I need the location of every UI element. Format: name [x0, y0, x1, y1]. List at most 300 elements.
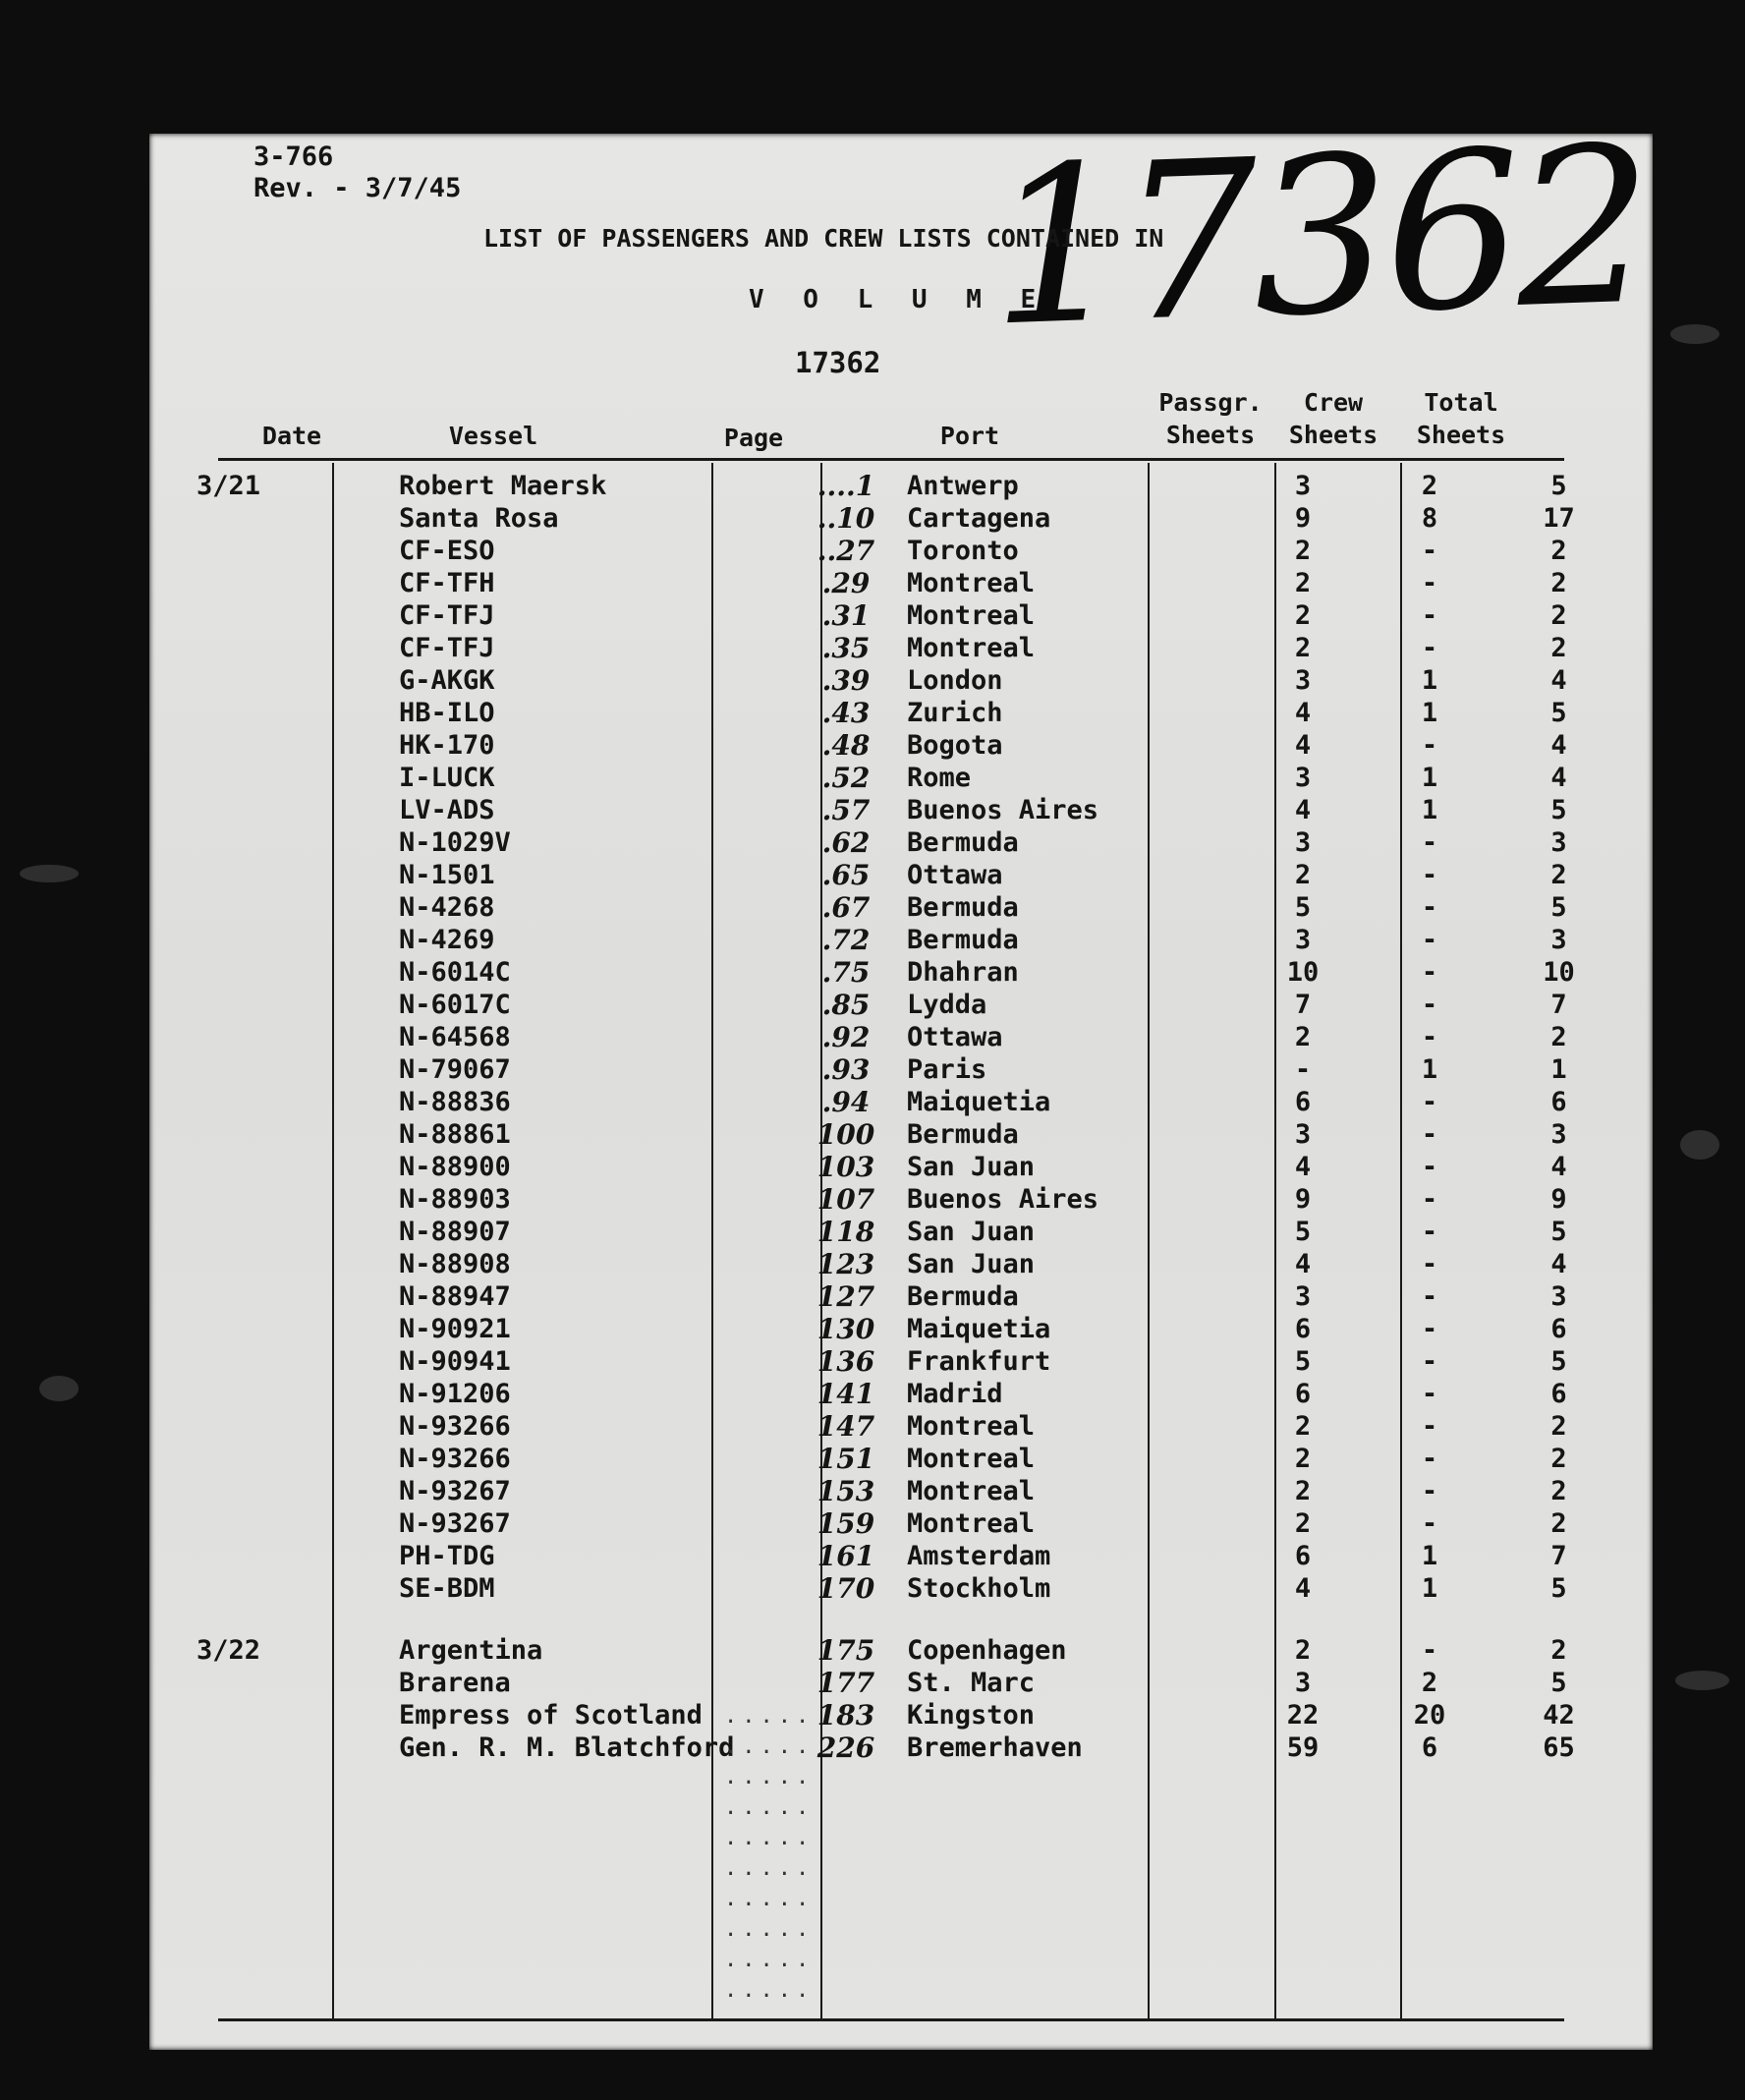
cell-page: ..27 [816, 535, 875, 567]
cell-passenger-sheets: 4 [1294, 698, 1312, 728]
cell-page: .72 [821, 924, 871, 956]
cell-page: 107 [816, 1183, 875, 1216]
header-passgr-line1: Passgr. [1158, 388, 1263, 417]
cell-date [149, 1443, 395, 1475]
table-row [149, 1378, 1625, 1410]
cell-port: Antwerp [907, 471, 1019, 501]
cell-vessel: CF-ESO [399, 536, 495, 566]
table-row [149, 891, 1625, 924]
cell-total-sheets: 3 [1550, 925, 1567, 955]
cell-port: Montreal [907, 1411, 1036, 1442]
cell-date [149, 1118, 395, 1151]
table-row [149, 1443, 1625, 1475]
cell-total-sheets: 2 [1550, 536, 1567, 566]
header-crew-line1: Crew [1303, 388, 1364, 417]
cell-crew-sheets: - [1421, 860, 1438, 890]
cell-vessel: LV-ADS [399, 795, 495, 825]
cell-page: .75 [821, 956, 871, 989]
table-row [149, 729, 1625, 762]
cell-port: Montreal [907, 1476, 1036, 1506]
form-revision: Rev. - 3/7/45 [253, 173, 462, 203]
cell-page: .43 [821, 697, 871, 729]
cell-vessel: N-90941 [399, 1346, 511, 1377]
cell-vessel: N-88908 [399, 1249, 511, 1279]
cell-total-sheets: 4 [1550, 763, 1567, 793]
cell-vessel: G-AKGK [399, 665, 495, 696]
cell-port: Kingston [907, 1700, 1036, 1731]
cell-crew-sheets: - [1421, 1022, 1438, 1052]
header-passgr-line2: Sheets [1165, 421, 1256, 449]
cell-date [149, 1507, 395, 1540]
table-row [149, 1540, 1625, 1572]
cell-crew-sheets: - [1421, 536, 1438, 566]
footer-rule [218, 2018, 1564, 2021]
cell-port: Maiquetia [907, 1314, 1051, 1344]
cell-date [149, 1248, 395, 1280]
cell-date [149, 697, 395, 729]
cell-passenger-sheets: 2 [1294, 568, 1312, 598]
cell-port: Bermuda [907, 1119, 1019, 1150]
cell-passenger-sheets: 3 [1294, 1668, 1312, 1698]
row-gap [149, 1605, 1625, 1634]
cell-crew-sheets: - [1421, 1379, 1438, 1409]
cell-total-sheets: 4 [1550, 730, 1567, 761]
cell-port: St. Marc [907, 1668, 1036, 1698]
table-row [149, 1183, 1625, 1216]
cell-passenger-sheets: 7 [1294, 990, 1312, 1020]
cell-vessel: N-88900 [399, 1152, 511, 1182]
cell-crew-sheets: 1 [1421, 1573, 1438, 1604]
cell-crew-sheets: - [1421, 1152, 1438, 1182]
cell-vessel: Argentina [399, 1635, 543, 1666]
cell-total-sheets: 5 [1550, 1217, 1567, 1247]
cell-page: 123 [816, 1248, 875, 1280]
cell-vessel: N-88947 [399, 1281, 511, 1312]
volume-label: V O L U M E [749, 285, 1048, 314]
cell-page: .92 [821, 1021, 871, 1053]
cell-port: San Juan [907, 1152, 1036, 1182]
film-speck [1675, 1671, 1729, 1690]
cell-date [149, 1151, 395, 1183]
cell-passenger-sheets: 4 [1294, 795, 1312, 825]
handwritten-volume-number: 17362 [985, 99, 1653, 374]
cell-vessel: N-88903 [399, 1184, 511, 1215]
cell-port: Montreal [907, 1508, 1036, 1539]
manifest-table [149, 470, 1625, 1764]
cell-passenger-sheets: 2 [1294, 1411, 1312, 1442]
cell-vessel: N-6014C [399, 957, 511, 988]
cell-total-sheets: 5 [1550, 471, 1567, 501]
cell-passenger-sheets: 10 [1286, 957, 1320, 988]
table-row [149, 1731, 1625, 1764]
cell-crew-sheets: - [1421, 1508, 1438, 1539]
cell-passenger-sheets: 2 [1294, 1476, 1312, 1506]
cell-page: 118 [816, 1216, 875, 1248]
cell-page: .48 [821, 729, 871, 762]
cell-page: 141 [816, 1378, 875, 1410]
cell-port: Bermuda [907, 1281, 1019, 1312]
cell-page: 136 [816, 1345, 875, 1378]
cell-port: Bermuda [907, 892, 1019, 923]
table-row [149, 924, 1625, 956]
cell-vessel: N-93266 [399, 1411, 511, 1442]
cell-crew-sheets: - [1421, 990, 1438, 1020]
cell-total-sheets: 6 [1550, 1087, 1567, 1117]
dot-leader: ..... [724, 1765, 815, 1789]
header-passenger-sheets [1142, 386, 1279, 451]
table-row [149, 1216, 1625, 1248]
table-row [149, 1345, 1625, 1378]
cell-date [149, 1572, 395, 1605]
cell-vessel: N-4269 [399, 925, 495, 955]
cell-crew-sheets: - [1421, 1314, 1438, 1344]
cell-port: Montreal [907, 600, 1036, 631]
cell-total-sheets: 2 [1550, 860, 1567, 890]
table-row [149, 1021, 1625, 1053]
cell-vessel: N-93267 [399, 1508, 511, 1539]
cell-vessel: N-6017C [399, 990, 511, 1020]
cell-total-sheets: 4 [1550, 665, 1567, 696]
cell-page: 161 [816, 1540, 875, 1572]
cell-passenger-sheets: 3 [1294, 471, 1312, 501]
cell-date [149, 1086, 395, 1118]
cell-date [149, 1410, 395, 1443]
cell-vessel: CF-TFH [399, 568, 495, 598]
cell-page: .85 [821, 989, 871, 1021]
cell-page: 183 [816, 1699, 875, 1731]
cell-total-sheets: 3 [1550, 827, 1567, 858]
cell-port: Bogota [907, 730, 1003, 761]
cell-passenger-sheets: 6 [1294, 1379, 1312, 1409]
cell-total-sheets: 6 [1550, 1379, 1567, 1409]
cell-port: Montreal [907, 1444, 1036, 1474]
cell-passenger-sheets: 2 [1294, 1635, 1312, 1666]
cell-crew-sheets: - [1421, 600, 1438, 631]
cell-port: Madrid [907, 1379, 1003, 1409]
cell-total-sheets: 9 [1550, 1184, 1567, 1215]
cell-passenger-sheets: 3 [1294, 925, 1312, 955]
dot-leader: ..... [724, 1734, 815, 1759]
cell-port: Maiquetia [907, 1087, 1051, 1117]
header-crew-line2: Sheets [1288, 421, 1379, 449]
cell-port: London [907, 665, 1003, 696]
cell-total-sheets: 2 [1550, 1411, 1567, 1442]
cell-passenger-sheets: 2 [1294, 633, 1312, 663]
table-row [149, 664, 1625, 697]
cell-passenger-sheets: 3 [1294, 763, 1312, 793]
volume-number: 17362 [795, 346, 881, 379]
cell-date [149, 1540, 395, 1572]
cell-port: Bermuda [907, 827, 1019, 858]
cell-vessel: N-79067 [399, 1054, 511, 1085]
cell-page: .52 [821, 762, 871, 794]
cell-vessel: Empress of Scotland [399, 1700, 703, 1731]
cell-port: Zurich [907, 698, 1003, 728]
cell-total-sheets: 7 [1550, 1541, 1567, 1571]
cell-date [149, 632, 395, 664]
cell-vessel: N-4268 [399, 892, 495, 923]
cell-page: 175 [816, 1634, 875, 1667]
cell-crew-sheets: 1 [1421, 698, 1438, 728]
cell-date [149, 1021, 395, 1053]
cell-total-sheets: 2 [1550, 600, 1567, 631]
cell-date [149, 729, 395, 762]
cell-passenger-sheets: 2 [1294, 600, 1312, 631]
cell-passenger-sheets: 5 [1294, 1217, 1312, 1247]
cell-page: .62 [821, 826, 871, 859]
cell-total-sheets: 6 [1550, 1314, 1567, 1344]
cell-vessel: Robert Maersk [399, 471, 607, 501]
film-speck [1670, 324, 1719, 344]
cell-page: .29 [821, 567, 871, 599]
cell-crew-sheets: - [1421, 730, 1438, 761]
cell-total-sheets: 2 [1550, 1444, 1567, 1474]
cell-date [149, 1699, 395, 1731]
cell-total-sheets: 5 [1550, 1573, 1567, 1604]
cell-crew-sheets: - [1421, 1281, 1438, 1312]
cell-crew-sheets: - [1421, 633, 1438, 663]
cell-crew-sheets: - [1421, 1249, 1438, 1279]
cell-port: Montreal [907, 568, 1036, 598]
cell-total-sheets: 2 [1550, 1022, 1567, 1052]
table-row [149, 567, 1625, 599]
table-row [149, 1667, 1625, 1699]
cell-page: .94 [821, 1086, 871, 1118]
cell-date [149, 1731, 395, 1764]
cell-port: San Juan [907, 1217, 1036, 1247]
cell-crew-sheets: - [1421, 925, 1438, 955]
cell-crew-sheets: 20 [1413, 1700, 1446, 1731]
cell-crew-sheets: 2 [1421, 1668, 1438, 1698]
table-row [149, 1634, 1625, 1667]
cell-crew-sheets: - [1421, 827, 1438, 858]
cell-vessel: HB-ILO [399, 698, 495, 728]
header-vessel: Vessel [448, 422, 538, 450]
cell-total-sheets: 2 [1550, 1635, 1567, 1666]
cell-total-sheets: 2 [1550, 1476, 1567, 1506]
cell-vessel: HK-170 [399, 730, 495, 761]
cell-total-sheets: 3 [1550, 1119, 1567, 1150]
cell-crew-sheets: - [1421, 1346, 1438, 1377]
cell-page: .65 [821, 859, 871, 891]
cell-vessel: N-88907 [399, 1217, 511, 1247]
cell-date [149, 535, 395, 567]
dot-leader: ..... [724, 1948, 815, 1972]
cell-crew-sheets: - [1421, 1217, 1438, 1247]
cell-vessel: I-LUCK [399, 763, 495, 793]
cell-port: San Juan [907, 1249, 1036, 1279]
cell-passenger-sheets: 2 [1294, 536, 1312, 566]
cell-vessel: N-1501 [399, 860, 495, 890]
cell-vessel: SE-BDM [399, 1573, 495, 1604]
table-row [149, 826, 1625, 859]
cell-crew-sheets: 1 [1421, 1541, 1438, 1571]
cell-page: 170 [816, 1572, 875, 1605]
table-row [149, 794, 1625, 826]
header-date: Date [261, 422, 322, 450]
cell-vessel: CF-TFJ [399, 600, 495, 631]
document-title: LIST OF PASSENGERS AND CREW LISTS CONTAINED IN [483, 224, 1164, 253]
table-row [149, 599, 1625, 632]
table-row [149, 1118, 1625, 1151]
cell-total-sheets: 7 [1550, 990, 1567, 1020]
cell-port: Toronto [907, 536, 1019, 566]
table-row [149, 1151, 1625, 1183]
table-row [149, 1248, 1625, 1280]
cell-port: Dhahran [907, 957, 1019, 988]
header-page: Page [723, 424, 784, 452]
cell-port: Paris [907, 1054, 987, 1085]
cell-passenger-sheets: 22 [1286, 1700, 1320, 1731]
cell-total-sheets: 5 [1550, 892, 1567, 923]
cell-page: .39 [821, 664, 871, 697]
cell-date [149, 567, 395, 599]
cell-crew-sheets: - [1421, 1476, 1438, 1506]
cell-total-sheets: 5 [1550, 1346, 1567, 1377]
cell-date [149, 1280, 395, 1313]
cell-passenger-sheets: 5 [1294, 892, 1312, 923]
cell-total-sheets: 65 [1543, 1732, 1575, 1763]
cell-crew-sheets: 2 [1421, 471, 1438, 501]
cell-page: .93 [821, 1053, 871, 1086]
cell-port: Ottawa [907, 860, 1003, 890]
cell-date [149, 1216, 395, 1248]
cell-page: .35 [821, 632, 871, 664]
cell-vessel: PH-TDG [399, 1541, 495, 1571]
cell-date [149, 599, 395, 632]
cell-date [149, 1313, 395, 1345]
cell-date [149, 859, 395, 891]
cell-crew-sheets: - [1421, 1444, 1438, 1474]
cell-total-sheets: 2 [1550, 633, 1567, 663]
cell-crew-sheets: - [1421, 957, 1438, 988]
cell-passenger-sheets: 2 [1294, 1444, 1312, 1474]
cell-passenger-sheets: 6 [1294, 1087, 1312, 1117]
cell-passenger-sheets: 4 [1294, 730, 1312, 761]
form-number: 3-766 [253, 142, 334, 172]
cell-port: Lydda [907, 990, 987, 1020]
cell-page: 130 [816, 1313, 875, 1345]
cell-port: Copenhagen [907, 1635, 1067, 1666]
cell-total-sheets: 1 [1550, 1054, 1567, 1085]
cell-vessel: N-91206 [399, 1379, 511, 1409]
table-row [149, 697, 1625, 729]
table-row [149, 989, 1625, 1021]
table-row [149, 1699, 1625, 1731]
cell-total-sheets: 4 [1550, 1249, 1567, 1279]
table-row [149, 762, 1625, 794]
table-row [149, 502, 1625, 535]
cell-crew-sheets: - [1421, 1635, 1438, 1666]
cell-date [149, 1053, 395, 1086]
cell-date [149, 956, 395, 989]
film-speck [39, 1376, 79, 1401]
cell-passenger-sheets: - [1294, 1054, 1312, 1085]
cell-port: Bremerhaven [907, 1732, 1083, 1763]
dot-leader: ..... [724, 1826, 815, 1850]
cell-total-sheets: 10 [1543, 957, 1575, 988]
cell-total-sheets: 5 [1550, 1668, 1567, 1698]
cell-total-sheets: 4 [1550, 1152, 1567, 1182]
cell-page: 159 [816, 1507, 875, 1540]
cell-crew-sheets: - [1421, 1087, 1438, 1117]
table-row [149, 1507, 1625, 1540]
cell-vessel: Santa Rosa [399, 503, 559, 534]
cell-vessel: N-93267 [399, 1476, 511, 1506]
cell-passenger-sheets: 2 [1294, 860, 1312, 890]
cell-page: 153 [816, 1475, 875, 1507]
header-port: Port [939, 422, 1000, 450]
cell-crew-sheets: 1 [1421, 1054, 1438, 1085]
cell-passenger-sheets: 6 [1294, 1541, 1312, 1571]
cell-passenger-sheets: 3 [1294, 827, 1312, 858]
header-total-line2: Sheets [1416, 421, 1506, 449]
cell-page: 226 [816, 1731, 875, 1764]
cell-crew-sheets: 1 [1421, 763, 1438, 793]
table-row [149, 1475, 1625, 1507]
cell-page: .57 [821, 794, 871, 826]
cell-passenger-sheets: 3 [1294, 665, 1312, 696]
cell-page: ..10 [816, 502, 875, 535]
table-row [149, 956, 1625, 989]
header-total-sheets [1397, 386, 1525, 451]
cell-total-sheets: 42 [1543, 1700, 1575, 1731]
cell-page: .31 [821, 599, 871, 632]
cell-date [149, 1183, 395, 1216]
cell-port: Buenos Aires [907, 795, 1099, 825]
table-row [149, 632, 1625, 664]
table-row [149, 1053, 1625, 1086]
cell-crew-sheets: - [1421, 1119, 1438, 1150]
cell-date [149, 762, 395, 794]
cell-passenger-sheets: 9 [1294, 1184, 1312, 1215]
header-crew-sheets [1269, 386, 1397, 451]
cell-vessel: N-88861 [399, 1119, 511, 1150]
cell-crew-sheets: - [1421, 1184, 1438, 1215]
cell-page: 100 [816, 1118, 875, 1151]
cell-date [149, 502, 395, 535]
cell-passenger-sheets: 4 [1294, 1573, 1312, 1604]
cell-total-sheets: 5 [1550, 795, 1567, 825]
cell-passenger-sheets: 9 [1294, 503, 1312, 534]
table-row [149, 535, 1625, 567]
table-row [149, 859, 1625, 891]
table-row [149, 1313, 1625, 1345]
cell-date [149, 826, 395, 859]
cell-passenger-sheets: 4 [1294, 1249, 1312, 1279]
cell-date [149, 1345, 395, 1378]
cell-crew-sheets: 6 [1421, 1732, 1438, 1763]
table-row [149, 1086, 1625, 1118]
cell-vessel: N-1029V [399, 827, 511, 858]
cell-passenger-sheets: 3 [1294, 1119, 1312, 1150]
document-page [149, 99, 1653, 2050]
table-row [149, 1410, 1625, 1443]
dot-leader: ..... [724, 1795, 815, 1820]
cell-page: 103 [816, 1151, 875, 1183]
cell-date [149, 1475, 395, 1507]
cell-passenger-sheets: 2 [1294, 1022, 1312, 1052]
cell-port: Amsterdam [907, 1541, 1051, 1571]
cell-total-sheets: 5 [1550, 698, 1567, 728]
cell-crew-sheets: - [1421, 568, 1438, 598]
table-row [149, 1280, 1625, 1313]
cell-port: Buenos Aires [907, 1184, 1099, 1215]
dot-leader: ..... [724, 1978, 815, 2003]
film-speck [1680, 1130, 1719, 1160]
form-code [253, 142, 461, 204]
header-rule [218, 458, 1564, 461]
